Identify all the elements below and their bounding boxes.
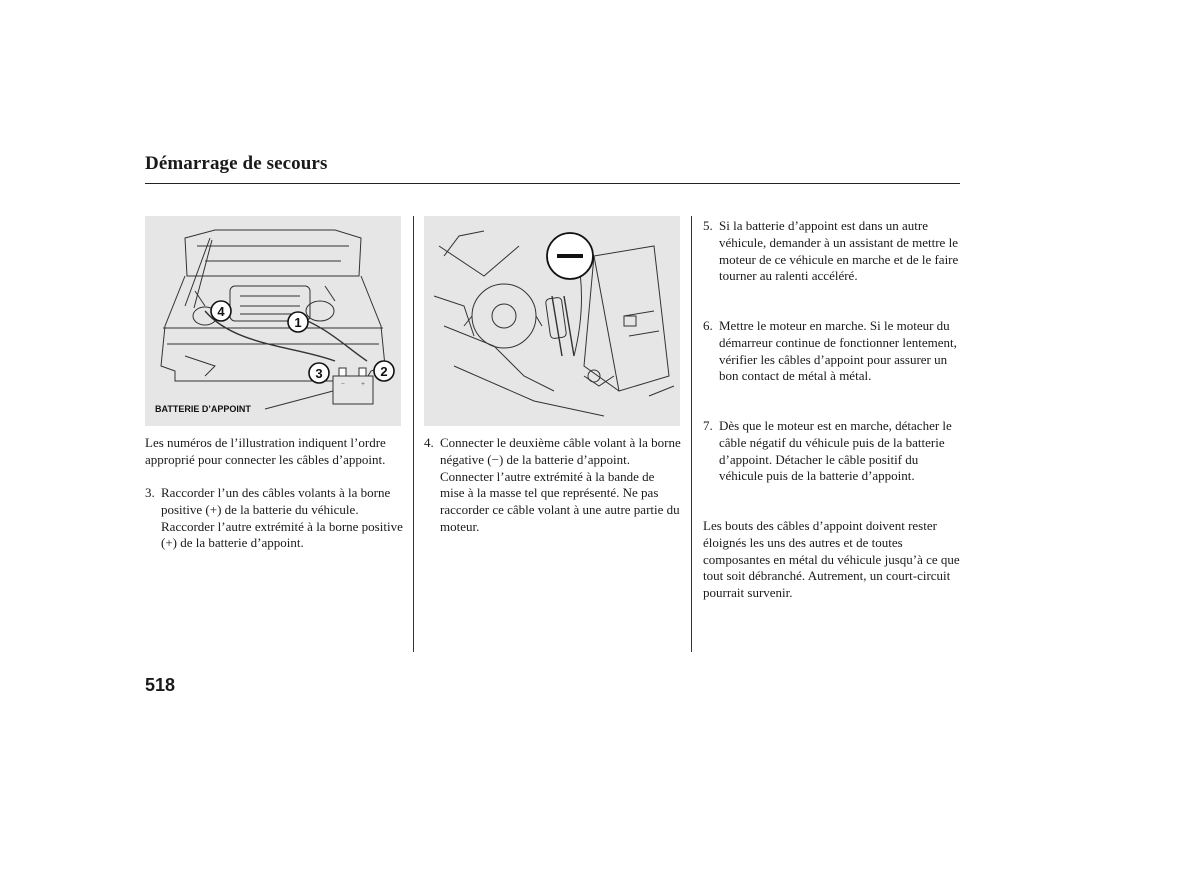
step-6-number: 6. bbox=[703, 318, 713, 333]
callout-3-label: 3 bbox=[315, 366, 323, 381]
warning-note: Les bouts des câbles d’appoint doivent rester éloignés les uns des autres et de toutes composantes en métal du véhicule jusqu’à ce que tout soit débranché. Autrement, un court-circuit pourrait survenir. bbox=[703, 518, 960, 601]
callout-1 bbox=[288, 312, 308, 332]
callout-4-label: 4 bbox=[217, 304, 225, 319]
callout-2-label: 2 bbox=[380, 364, 388, 379]
step-4-text: Connecter le deuxième câble volant à la borne négative (−) de la batterie d’appoint. Connecter l’autre extrémité à la bande de mise à la masse tel que représenté. Ne pas raccorder ce câble volant à une autre partie du moteur. bbox=[440, 435, 681, 534]
step-4-number: 4. bbox=[424, 435, 434, 450]
step-6-text: Mettre le moteur en marche. Si le moteur du démarreur continue de fonctionner lentement, vérifier les câbles d’appoint pour assurer un bon contact de métal à métal. bbox=[719, 318, 957, 384]
step-5 bbox=[703, 218, 965, 285]
ground-strap-drawing bbox=[424, 216, 680, 426]
page-title: Démarrage de secours bbox=[145, 153, 328, 174]
step-7-number: 7. bbox=[703, 418, 713, 433]
callout-3 bbox=[309, 363, 329, 383]
step-7-text: Dès que le moteur est en marche, détacher le câble négatif du véhicule puis de la batterie d’appoint. Détacher le câble positif du véhicule puis de la batterie d’appoint. bbox=[719, 418, 952, 484]
step-3 bbox=[145, 485, 407, 552]
ground-strap-illustration bbox=[424, 216, 680, 426]
step-3-text: Raccorder l’un des câbles volants à la borne positive (+) de la batterie du véhicule. Raccorder l’autre extrémité à la borne positive (+) de la batterie d’appoint. bbox=[161, 485, 403, 551]
step-3-number: 3. bbox=[145, 485, 155, 500]
step-5-text: Si la batterie d’appoint est dans un autre véhicule, demander à un assistant de mettre le moteur de ce véhicule en marche et de le faire tourner au ralenti accéléré. bbox=[719, 218, 959, 284]
engine-bay-drawing bbox=[145, 216, 401, 426]
page-number: 518 bbox=[145, 675, 176, 695]
callout-1-label: 1 bbox=[294, 315, 302, 330]
column-divider-2 bbox=[691, 216, 692, 652]
callout-2 bbox=[374, 361, 394, 381]
step-4 bbox=[424, 435, 682, 536]
svg-text:−: − bbox=[341, 380, 345, 388]
column-divider-1 bbox=[413, 216, 414, 652]
negative-terminal-symbol bbox=[547, 233, 593, 279]
svg-text:+: + bbox=[361, 380, 365, 388]
callout-4 bbox=[211, 301, 231, 321]
step-6 bbox=[703, 318, 965, 385]
step-5-number: 5. bbox=[703, 218, 713, 233]
engine-bay-illustration bbox=[145, 216, 401, 426]
intro-paragraph: Les numéros de l’illustration indiquent l’ordre approprié pour connecter les câbles d’appoint. bbox=[145, 435, 386, 467]
title-rule bbox=[145, 183, 960, 184]
step-7 bbox=[703, 418, 965, 485]
booster-battery-label: BATTERIE D’APPOINT bbox=[155, 404, 251, 414]
